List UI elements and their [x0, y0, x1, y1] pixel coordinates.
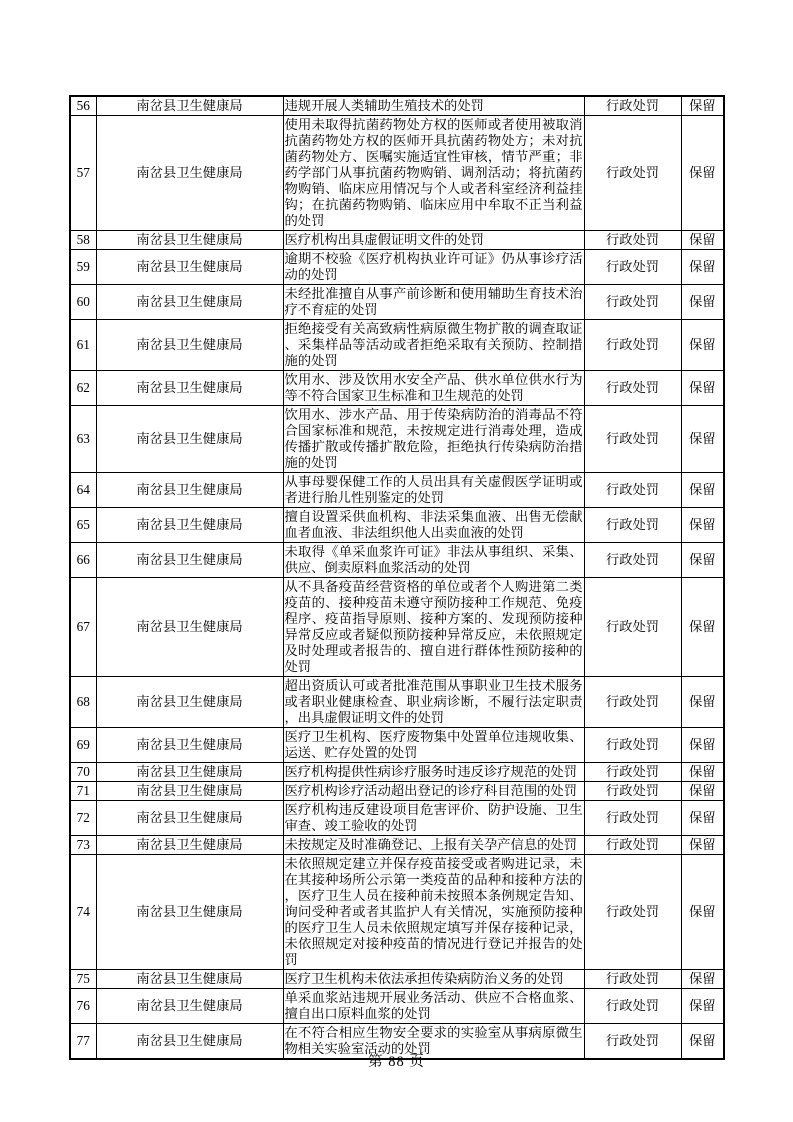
row-number-cell: 57 — [70, 116, 96, 231]
agency-cell: 南岔县卫生健康局 — [96, 116, 283, 231]
penalty-item-cell: 从不具备疫苗经营资格的单位或者个人购进第二类疫苗的、接种疫苗未遵守预防接种工作规范、免疫程序、疫苗指导原则、接种方案的、发现预防接种异常反应或者疑似预防接种异常反应，未依照规定及时处理或者报告的、擅自进行群体性预防接种的处罚 — [283, 578, 584, 677]
penalty-item-cell: 单采血浆站违规开展业务活动、供应不合格血浆、擅自出口原料血浆的处罚 — [283, 989, 584, 1024]
penalty-type-cell: 行政处罚 — [584, 250, 681, 285]
agency-cell: 南岔县卫生健康局 — [96, 782, 283, 801]
penalty-type-cell: 行政处罚 — [584, 473, 681, 508]
agency-cell: 南岔县卫生健康局 — [96, 763, 283, 782]
penalty-item-cell: 未取得《单采血浆许可证》非法从事组织、采集、供应、倒卖原料血浆活动的处罚 — [283, 543, 584, 578]
penalty-type-cell: 行政处罚 — [584, 231, 681, 250]
table-row — [70, 371, 724, 406]
penalty-type-cell: 行政处罚 — [584, 855, 681, 970]
table-row — [70, 677, 724, 728]
penalty-type-cell: 行政处罚 — [584, 285, 681, 320]
retain-status-cell: 保留 — [681, 970, 724, 989]
row-number-cell: 60 — [70, 285, 96, 320]
table-row — [70, 855, 724, 970]
penalty-type-cell: 行政处罚 — [584, 728, 681, 763]
retain-status-cell: 保留 — [681, 677, 724, 728]
penalty-type-cell: 行政处罚 — [584, 406, 681, 473]
retain-status-cell: 保留 — [681, 728, 724, 763]
agency-cell: 南岔县卫生健康局 — [96, 320, 283, 371]
row-number-cell: 56 — [70, 96, 96, 116]
table-row — [70, 96, 724, 116]
table-row — [70, 250, 724, 285]
row-number-cell: 65 — [70, 508, 96, 543]
penalty-item-cell: 从事母婴保健工作的人员出具有关虚假医学证明或者进行胎儿性别鉴定的处罚 — [283, 473, 584, 508]
row-number-cell: 72 — [70, 801, 96, 836]
penalty-type-cell: 行政处罚 — [584, 508, 681, 543]
row-number-cell: 69 — [70, 728, 96, 763]
row-number-cell: 74 — [70, 855, 96, 970]
retain-status-cell: 保留 — [681, 320, 724, 371]
agency-cell: 南岔县卫生健康局 — [96, 508, 283, 543]
retain-status-cell: 保留 — [681, 473, 724, 508]
row-number-cell: 66 — [70, 543, 96, 578]
penalty-item-cell: 医疗卫生机构、医疗废物集中处置单位违规收集、运送、贮存处置的处罚 — [283, 728, 584, 763]
row-number-cell: 62 — [70, 371, 96, 406]
agency-cell: 南岔县卫生健康局 — [96, 989, 283, 1024]
penalty-item-cell: 医疗机构提供性病诊疗服务时违反诊疗规范的处罚 — [283, 763, 584, 782]
penalty-type-cell: 行政处罚 — [584, 801, 681, 836]
table-row — [70, 836, 724, 855]
retain-status-cell: 保留 — [681, 371, 724, 406]
agency-cell: 南岔县卫生健康局 — [96, 855, 283, 970]
row-number-cell: 71 — [70, 782, 96, 801]
penalty-item-cell: 未依照规定建立并保存疫苗接受或者购进记录，未在其接种场所公示第一类疫苗的品种和接种方法的，医疗卫生人员在接种前未按照本条例规定告知、询问受种者或者其监护人有关情况，实施预防接种的医疗卫生人员未依照规定填写并保存接种记录，未依照规定对接种疫苗的情况进行登记并报告的处罚 — [283, 855, 584, 970]
table-row — [70, 728, 724, 763]
penalty-type-cell: 行政处罚 — [584, 782, 681, 801]
penalty-type-cell: 行政处罚 — [584, 677, 681, 728]
table-row — [70, 801, 724, 836]
agency-cell: 南岔县卫生健康局 — [96, 578, 283, 677]
row-number-cell: 68 — [70, 677, 96, 728]
penalty-item-cell: 违规开展人类辅助生殖技术的处罚 — [283, 96, 584, 116]
retain-status-cell: 保留 — [681, 578, 724, 677]
table-row — [70, 763, 724, 782]
row-number-cell: 61 — [70, 320, 96, 371]
table-row — [70, 406, 724, 473]
penalty-item-cell: 在不符合相应生物安全要求的实验室从事病原微生物相关实验室活动的处罚 — [283, 1024, 584, 1060]
page-number: 第 88 页 — [368, 1054, 425, 1070]
penalty-type-cell: 行政处罚 — [584, 543, 681, 578]
retain-status-cell: 保留 — [681, 801, 724, 836]
agency-cell: 南岔县卫生健康局 — [96, 231, 283, 250]
row-number-cell: 70 — [70, 763, 96, 782]
penalty-type-cell: 行政处罚 — [584, 96, 681, 116]
retain-status-cell: 保留 — [681, 763, 724, 782]
retain-status-cell: 保留 — [681, 989, 724, 1024]
penalty-item-cell: 医疗机构诊疗活动超出登记的诊疗科目范围的处罚 — [283, 782, 584, 801]
retain-status-cell: 保留 — [681, 116, 724, 231]
penalty-item-cell: 医疗机构出具虚假证明文件的处罚 — [283, 231, 584, 250]
retain-status-cell: 保留 — [681, 1024, 724, 1060]
retain-status-cell: 保留 — [681, 508, 724, 543]
agency-cell: 南岔县卫生健康局 — [96, 970, 283, 989]
penalty-item-cell: 未按规定及时准确登记、上报有关孕产信息的处罚 — [283, 836, 584, 855]
agency-cell: 南岔县卫生健康局 — [96, 728, 283, 763]
retain-status-cell: 保留 — [681, 543, 724, 578]
penalty-item-cell: 拒绝接受有关高致病性病原微生物扩散的调查取证、采集样品等活动或者拒绝采取有关预防、控制措施的处罚 — [283, 320, 584, 371]
agency-cell: 南岔县卫生健康局 — [96, 371, 283, 406]
retain-status-cell: 保留 — [681, 96, 724, 116]
table-row — [70, 231, 724, 250]
retain-status-cell: 保留 — [681, 231, 724, 250]
table-row — [70, 285, 724, 320]
retain-status-cell: 保留 — [681, 836, 724, 855]
row-number-cell: 77 — [70, 1024, 96, 1060]
row-number-cell: 73 — [70, 836, 96, 855]
retain-status-cell: 保留 — [681, 782, 724, 801]
penalty-item-cell: 未经批准擅自从事产前诊断和使用辅助生育技术治疗不育症的处罚 — [283, 285, 584, 320]
retain-status-cell: 保留 — [681, 406, 724, 473]
row-number-cell: 75 — [70, 970, 96, 989]
penalty-type-cell: 行政处罚 — [584, 1024, 681, 1060]
penalty-items-table — [69, 95, 725, 1060]
retain-status-cell: 保留 — [681, 855, 724, 970]
penalty-item-cell: 医疗卫生机构未依法承担传染病防治义务的处罚 — [283, 970, 584, 989]
agency-cell: 南岔县卫生健康局 — [96, 406, 283, 473]
agency-cell: 南岔县卫生健康局 — [96, 1024, 283, 1060]
penalty-item-cell: 使用未取得抗菌药物处方权的医师或者使用被取消抗菌药物处方权的医师开具抗菌药物处方；未对抗菌药物处方、医嘱实施适宜性审核，情节严重；非药学部门从事抗菌药物购销、调剂活动；将抗菌药物购销、临床应用情况与个人或者科室经济利益挂钩；在抗菌药物购销、临床应用中牟取不正当利益的处罚 — [283, 116, 584, 231]
table-row — [70, 970, 724, 989]
penalty-type-cell: 行政处罚 — [584, 836, 681, 855]
penalty-type-cell: 行政处罚 — [584, 989, 681, 1024]
row-number-cell: 63 — [70, 406, 96, 473]
penalty-type-cell: 行政处罚 — [584, 320, 681, 371]
penalty-item-cell: 饮用水、涉水产品、用于传染病防治的消毒品不符合国家标准和规范，未按规定进行消毒处理，造成传播扩散或传播扩散危险，拒绝执行传染病防治措施的处罚 — [283, 406, 584, 473]
table-row — [70, 473, 724, 508]
agency-cell: 南岔县卫生健康局 — [96, 801, 283, 836]
agency-cell: 南岔县卫生健康局 — [96, 677, 283, 728]
row-number-cell: 59 — [70, 250, 96, 285]
penalty-type-cell: 行政处罚 — [584, 763, 681, 782]
agency-cell: 南岔县卫生健康局 — [96, 96, 283, 116]
row-number-cell: 64 — [70, 473, 96, 508]
agency-cell: 南岔县卫生健康局 — [96, 250, 283, 285]
penalty-type-cell: 行政处罚 — [584, 371, 681, 406]
penalty-item-cell: 医疗机构违反建设项目危害评价、防护设施、卫生审查、竣工验收的处罚 — [283, 801, 584, 836]
penalty-item-cell: 超出资质认可或者批准范围从事职业卫生技术服务或者职业健康检查、职业病诊断，不履行法定职责，出具虚假证明文件的处罚 — [283, 677, 584, 728]
row-number-cell: 58 — [70, 231, 96, 250]
table-row — [70, 508, 724, 543]
penalty-item-cell: 擅自设置采供血机构、非法采集血液、出售无偿献血者血液、非法组织他人出卖血液的处罚 — [283, 508, 584, 543]
row-number-cell: 76 — [70, 989, 96, 1024]
penalty-type-cell: 行政处罚 — [584, 578, 681, 677]
penalty-item-cell: 逾期不校验《医疗机构执业许可证》仍从事诊疗活动的处罚 — [283, 250, 584, 285]
retain-status-cell: 保留 — [681, 250, 724, 285]
table-body — [70, 96, 724, 1059]
agency-cell: 南岔县卫生健康局 — [96, 543, 283, 578]
retain-status-cell: 保留 — [681, 285, 724, 320]
row-number-cell: 67 — [70, 578, 96, 677]
agency-cell: 南岔县卫生健康局 — [96, 285, 283, 320]
table-row — [70, 578, 724, 677]
table-row — [70, 782, 724, 801]
table-row — [70, 543, 724, 578]
penalty-type-cell: 行政处罚 — [584, 970, 681, 989]
table-row — [70, 320, 724, 371]
table-row — [70, 116, 724, 231]
table-row — [70, 989, 724, 1024]
penalty-type-cell: 行政处罚 — [584, 116, 681, 231]
agency-cell: 南岔县卫生健康局 — [96, 836, 283, 855]
penalty-item-cell: 饮用水、涉及饮用水安全产品、供水单位供水行为等不符合国家卫生标准和卫生规范的处罚 — [283, 371, 584, 406]
agency-cell: 南岔县卫生健康局 — [96, 473, 283, 508]
